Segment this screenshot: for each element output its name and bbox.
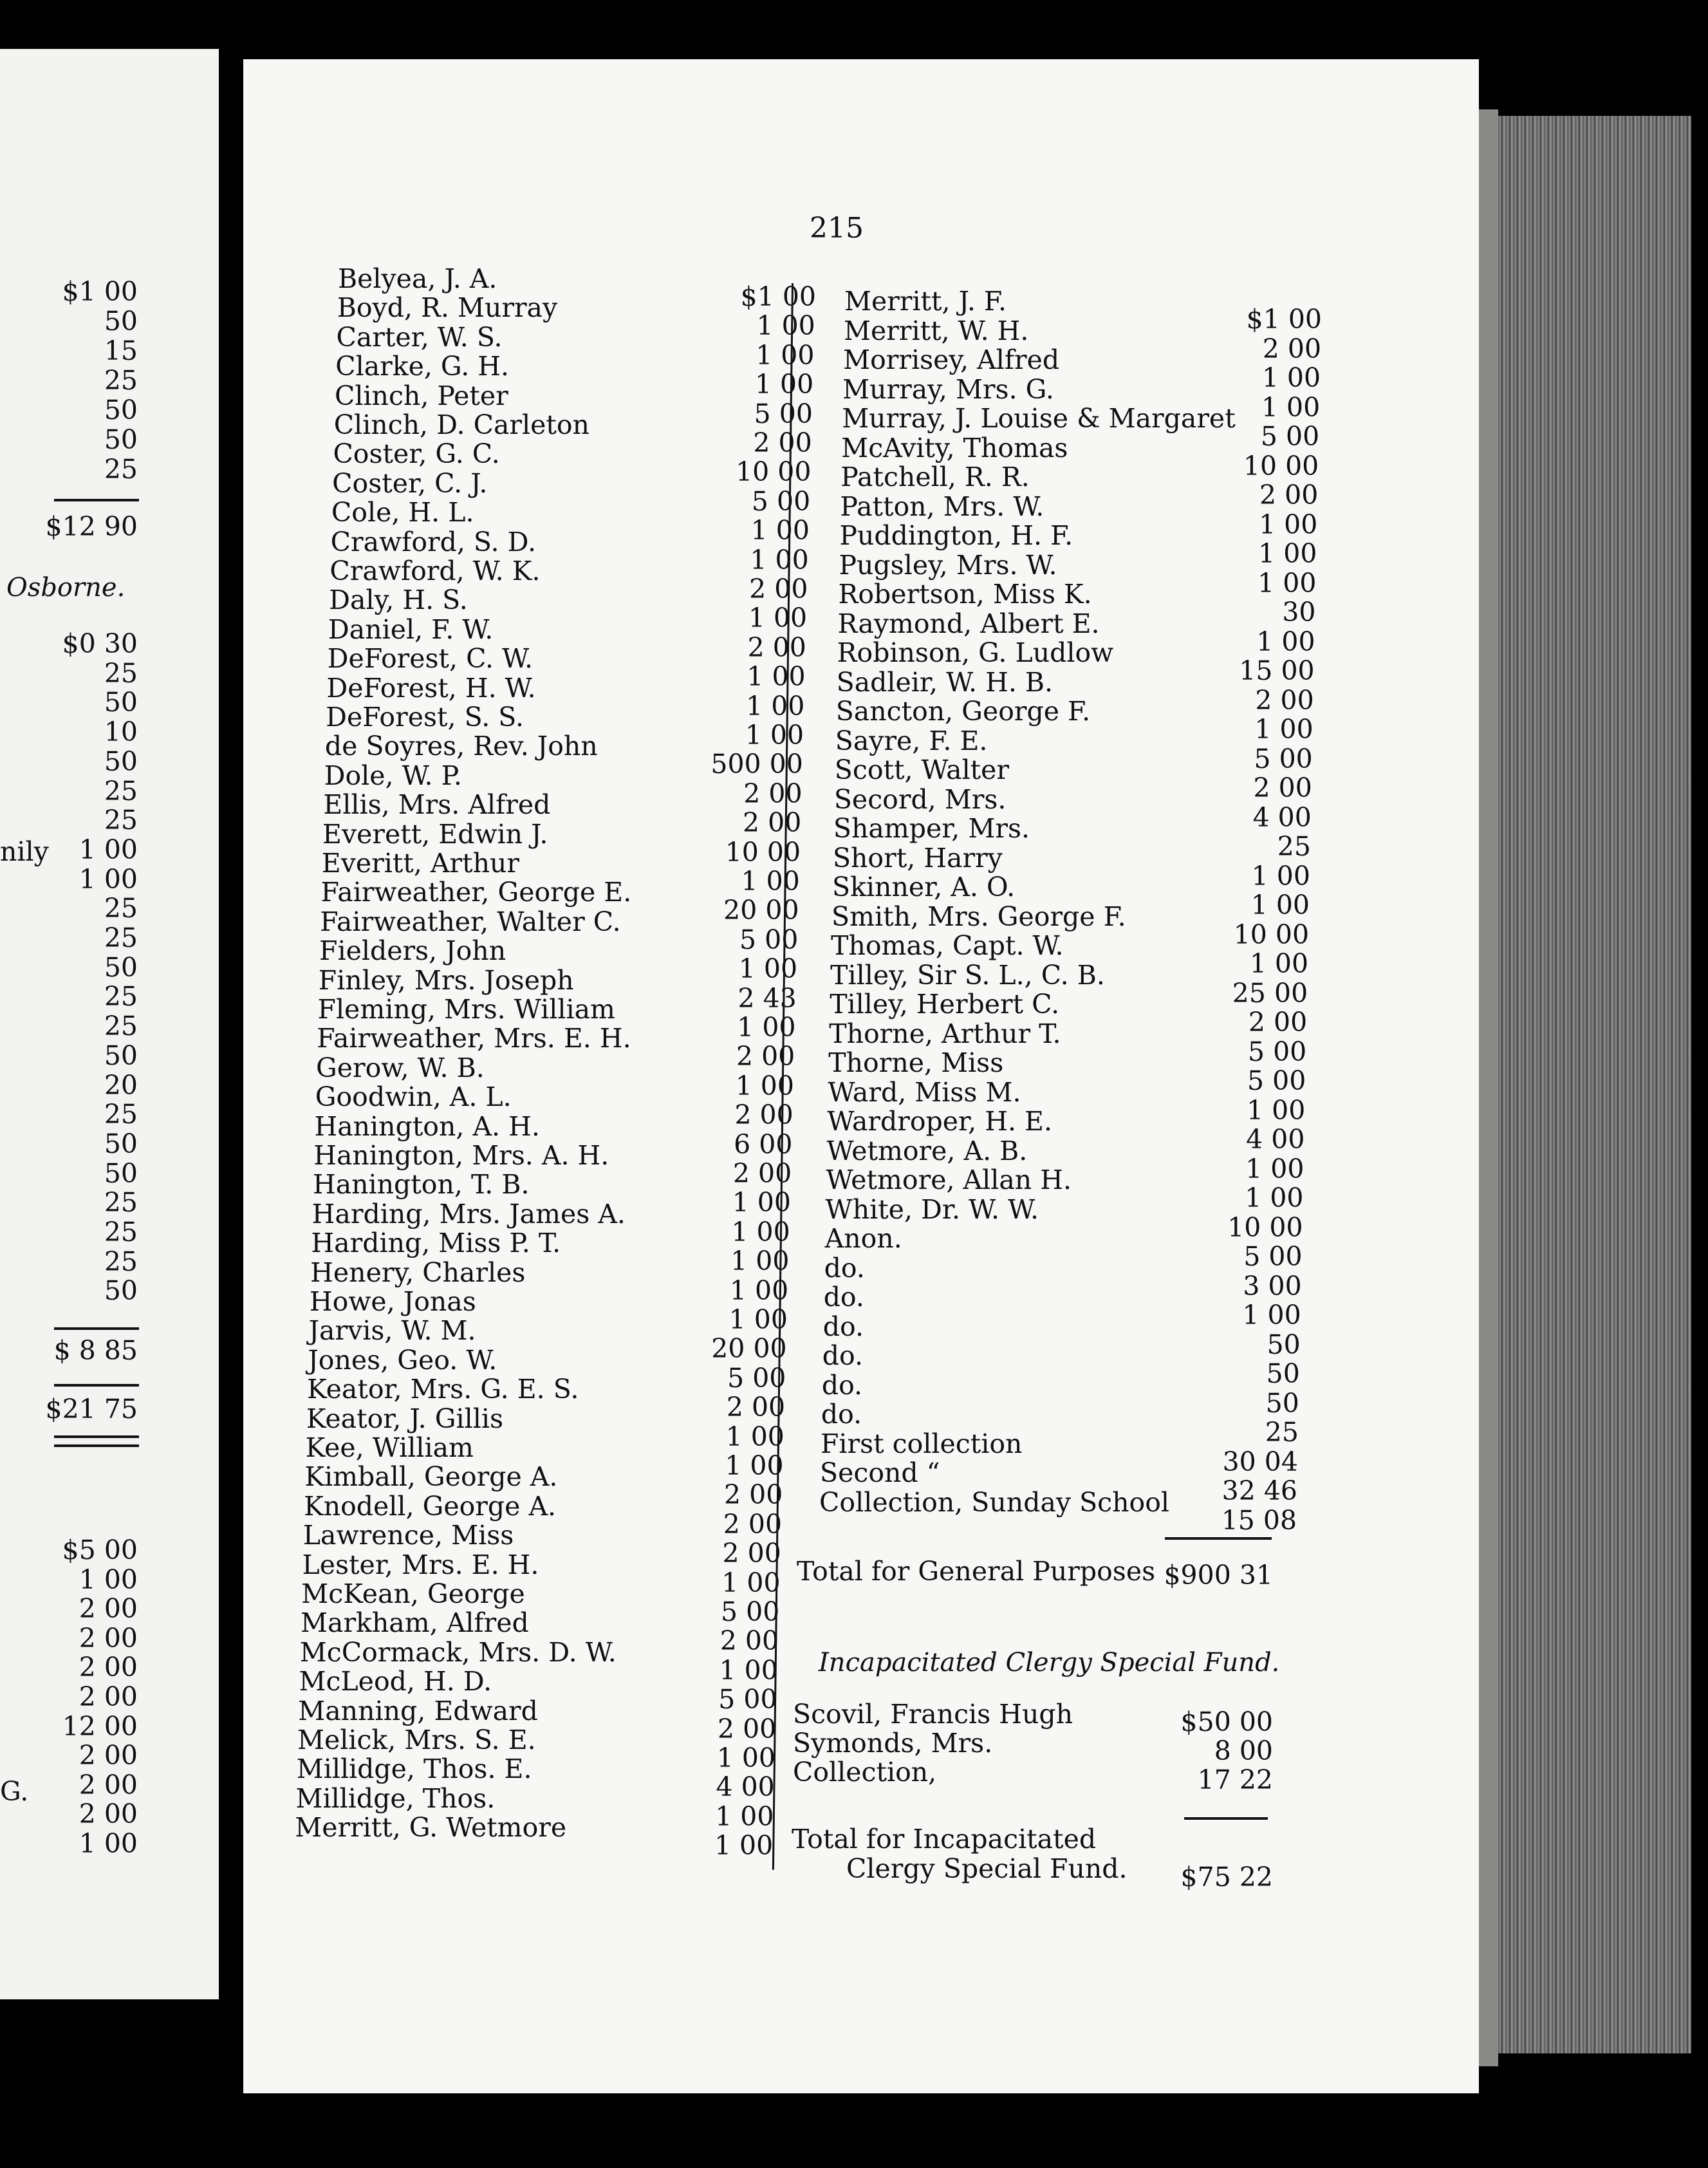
left-amount: 50	[104, 1157, 138, 1189]
subscriber-amount: 1 00	[747, 661, 806, 693]
subscriber-amount: 1 00	[756, 339, 815, 371]
subscriber-name: DeForest, C. W.	[327, 643, 534, 675]
left-amount: 25	[104, 365, 138, 396]
subscriber-name: Millidge, Thos. E.	[296, 1753, 532, 1785]
subscriber-amount: 1 00	[750, 515, 810, 547]
subscriber-name: DeForest, S. S.	[326, 702, 524, 733]
subscriber-name: do.	[821, 1399, 862, 1430]
subscriber-amount: 2 00	[1259, 480, 1319, 510]
subscriber-amount: 50	[1265, 1387, 1299, 1419]
subscriber-name: Henery, Charles	[310, 1257, 526, 1288]
subscriber-name: Patchell, R. R.	[840, 462, 1030, 492]
subscriber-name: Crawford, S. D.	[330, 526, 537, 557]
subscriber-amount: 1 00	[1242, 1300, 1301, 1331]
subscriber-name: Manning, Edward	[298, 1695, 538, 1726]
subscriber-name: Tilley, Sir S. L., C. B.	[830, 959, 1105, 991]
left-total-mid-1: $ 8 85	[53, 1335, 138, 1366]
book-spine	[1479, 109, 1498, 2066]
left-partial-letter: G.	[0, 1776, 29, 1807]
left-rule-3	[54, 1384, 139, 1387]
left-amount: $0 30	[62, 628, 138, 659]
subscriber-name: Morrisey, Alfred	[843, 344, 1060, 375]
left-amount: 25	[104, 1246, 138, 1277]
subscriber-name: Raymond, Albert E.	[837, 608, 1100, 639]
left-heading-osborne: Osborne.	[6, 573, 125, 603]
left-amount: 2 00	[79, 1622, 138, 1654]
subscriber-name: Sayre, F. E.	[835, 725, 988, 756]
left-amount: 25	[104, 922, 138, 953]
left-double-rule	[54, 1435, 139, 1438]
subscriber-amount: 1 00	[745, 720, 804, 751]
subscriber-name: Thomas, Capt. W.	[831, 930, 1064, 961]
special-total-rule	[1184, 1817, 1268, 1820]
subscriber-amount: 2 00	[723, 1508, 783, 1540]
subscriber-name: Carter, W. S.	[336, 321, 503, 353]
general-total-rule	[1165, 1537, 1272, 1540]
subscriber-amount: 1 00	[716, 1743, 775, 1773]
subscriber-amount: 1 00	[1261, 362, 1321, 393]
subscriber-name: Robertson, Miss K.	[838, 579, 1092, 610]
subscriber-amount: 1 00	[715, 1800, 774, 1832]
left-amount: 25	[104, 775, 138, 807]
subscriber-name: Clarke, G. H.	[335, 351, 510, 382]
subscriber-amount: 1 00	[756, 310, 815, 342]
subscriber-name: Lawrence, Miss	[302, 1520, 514, 1551]
subscriber-amount: 1 00	[1259, 509, 1318, 540]
subscriber-amount: 2 00	[1255, 684, 1314, 716]
subscriber-name: Skinner, A. O.	[832, 872, 1016, 902]
subscriber-amount: 2 43	[738, 982, 797, 1014]
subscriber-name: Markham, Alfred	[301, 1607, 529, 1639]
subscriber-name: Wardroper, H. E.	[827, 1106, 1052, 1137]
special-total-amount: $75 22	[1180, 1862, 1273, 1892]
left-amount: 50	[104, 424, 138, 455]
subscriber-name: Dole, W. P.	[324, 760, 462, 791]
subscriber-name: McAvity, Thomas	[841, 432, 1068, 463]
subscriber-amount: 50	[1267, 1329, 1301, 1360]
left-rule-1	[54, 499, 139, 501]
subscriber-amount: 5 00	[754, 398, 813, 429]
subscriber-amount: 1 00	[1245, 1153, 1304, 1184]
subscriber-name: Scott, Walter	[834, 754, 1010, 785]
subscriber-amount: 6 00	[734, 1128, 793, 1160]
special-fund-amount: 17 22	[1197, 1764, 1273, 1795]
subscriber-amount: 5 00	[1247, 1065, 1306, 1096]
subscriber-name: Goodwin, A. L.	[315, 1081, 512, 1113]
subscriber-name: Patton, Mrs. W.	[840, 491, 1044, 522]
subscriber-amount: 1 00	[1254, 714, 1313, 745]
left-rule-2	[54, 1327, 139, 1330]
subscriber-name: Keator, J. Gillis	[306, 1403, 503, 1434]
left-amount: $5 00	[62, 1535, 138, 1565]
left-amount: 50	[104, 745, 138, 777]
subscriber-name: Boyd, R. Murray	[337, 292, 558, 324]
subscriber-amount: 5 00	[1254, 743, 1313, 774]
special-fund-heading: Incapacitated Clergy Special Fund.	[819, 1648, 1280, 1677]
left-amount: 25	[104, 1217, 138, 1248]
subscriber-name: Murray, Mrs. G.	[842, 373, 1054, 405]
subscriber-amount: 1 00	[754, 369, 814, 400]
subscriber-name: Everitt, Arthur	[321, 848, 519, 879]
subscriber-name: Fairweather, George E.	[320, 877, 632, 908]
special-fund-amount: $50 00	[1180, 1706, 1273, 1737]
subscriber-name: Jarvis, W. M.	[308, 1315, 476, 1347]
subscriber-amount: 2 00	[722, 1538, 781, 1569]
left-amount: 25	[104, 893, 138, 924]
left-amount: 50	[104, 1275, 138, 1307]
subscriber-name: Kimball, George A.	[304, 1461, 558, 1493]
subscriber-amount: 2 00	[747, 631, 806, 663]
subscriber-name: Crawford, W. K.	[330, 556, 541, 586]
left-amount: 50	[104, 951, 138, 983]
subscriber-amount: 20 00	[711, 1333, 787, 1365]
subscriber-amount: 5 00	[751, 485, 811, 517]
subscriber-name: Smith, Mrs. George F.	[831, 901, 1126, 932]
subscriber-name: Hanington, A. H.	[314, 1110, 540, 1142]
subscriber-amount: 2 00	[734, 1099, 794, 1131]
subscriber-name: Robinson, G. Ludlow	[837, 637, 1114, 668]
subscriber-name: Fairweather, Mrs. E. H.	[317, 1023, 631, 1054]
subscriber-name: McKean, George	[301, 1578, 525, 1609]
subscriber-name: Murray, J. Louise & Margaret	[842, 403, 1236, 434]
general-total-label: Total for General Purposes	[797, 1556, 1156, 1587]
subscriber-name: Coster, G. C.	[333, 438, 500, 470]
subscriber-amount: 1 00	[1249, 948, 1309, 979]
left-amount: 50	[104, 1128, 138, 1159]
left-amount: 12 00	[62, 1710, 138, 1742]
subscriber-name: First collection	[820, 1428, 1023, 1459]
subscriber-amount: 2 00	[717, 1713, 777, 1744]
subscriber-name: de Soyres, Rev. John	[324, 731, 598, 762]
left-amount: $1 00	[62, 276, 138, 307]
left-amount: 25	[104, 1099, 138, 1130]
subscriber-amount: 500 00	[710, 749, 803, 780]
subscriber-amount: 2 00	[724, 1479, 783, 1511]
subscriber-amount: 5 00	[1243, 1241, 1303, 1272]
subscriber-name: Clinch, D. Carleton	[333, 409, 589, 440]
subscriber-amount: 1 00	[1250, 890, 1310, 920]
left-total-mid-2: $21 75	[45, 1394, 138, 1425]
subscriber-name: McLeod, H. D.	[299, 1666, 492, 1697]
subscriber-amount: 10 00	[736, 456, 812, 488]
subscriber-amount: 2 00	[726, 1392, 786, 1423]
subscriber-amount: 2 00	[743, 778, 803, 809]
left-amount: 1 00	[79, 1828, 138, 1859]
left-amount: 2 00	[79, 1652, 138, 1683]
subscriber-amount: 1 00	[730, 1246, 790, 1277]
subscriber-name: Shamper, Mrs.	[833, 813, 1030, 844]
subscriber-name: Thorne, Miss	[828, 1047, 1004, 1078]
left-amount: 2 00	[79, 1593, 138, 1625]
subscriber-amount: 5 00	[718, 1684, 777, 1715]
subscriber-amount: 10 00	[1233, 919, 1310, 950]
subscriber-name: White, Dr. W. W.	[825, 1193, 1039, 1225]
subscriber-name: Coster, C. J.	[332, 467, 488, 499]
subscriber-amount: 15 08	[1221, 1504, 1297, 1536]
subscriber-name: Collection, Sunday School	[819, 1486, 1170, 1518]
subscriber-amount: 1 00	[738, 953, 798, 985]
subscriber-name: Howe, Jonas	[309, 1286, 476, 1317]
subscriber-amount: 32 46	[1221, 1475, 1297, 1506]
subscriber-amount: 1 00	[1245, 1182, 1304, 1213]
subscriber-amount: 5 00	[721, 1596, 780, 1627]
subscriber-name: Wetmore, Allan H.	[826, 1164, 1072, 1195]
subscriber-name: Kee, William	[305, 1432, 474, 1463]
subscriber-name: Pugsley, Mrs. W.	[839, 549, 1057, 581]
subscriber-amount: 1 00	[1256, 626, 1315, 657]
subscriber-amount: 25 00	[1232, 977, 1308, 1009]
subscriber-amount: 1 00	[741, 866, 800, 897]
subscriber-amount: 4 00	[1252, 801, 1312, 833]
left-amount: 15	[104, 335, 138, 366]
subscriber-name: Lester, Mrs. E. H.	[302, 1549, 539, 1580]
subscriber-amount: $1 00	[1246, 304, 1322, 335]
left-amount: 25	[104, 657, 138, 689]
subscriber-name: McCormack, Mrs. D. W.	[299, 1636, 617, 1668]
subscriber-name: DeForest, H. W.	[326, 672, 536, 704]
left-amount: 1 00	[79, 834, 138, 865]
left-amount: 2 00	[79, 1740, 138, 1771]
subscriber-name: Melick, Mrs. S. E.	[297, 1724, 536, 1755]
subscriber-amount: $1 00	[740, 281, 816, 312]
subscriber-amount: 1 00	[725, 1421, 784, 1452]
left-amount: 50	[104, 1040, 138, 1071]
subscriber-amount: 2 00	[749, 574, 808, 604]
subscriber-amount: 1 00	[731, 1216, 790, 1248]
subscriber-name: Everett, Edwin J.	[322, 818, 548, 850]
subscriber-amount: 2 00	[736, 1041, 795, 1072]
special-fund-name: Symonds, Mrs.	[793, 1728, 993, 1759]
left-partial-word: nily	[0, 836, 49, 867]
subscriber-name: do.	[823, 1282, 864, 1313]
left-amount: 20	[104, 1069, 138, 1101]
subscriber-name: Merritt, G. Wetmore	[295, 1812, 567, 1844]
subscriber-amount: 25	[1277, 831, 1311, 862]
subscriber-amount: 1 00	[729, 1304, 788, 1335]
subscriber-amount: 1 00	[725, 1450, 784, 1481]
page-edges	[1498, 116, 1691, 2053]
subscriber-amount: 5 00	[727, 1362, 786, 1394]
subscriber-amount: 1 00	[721, 1567, 781, 1598]
subscriber-name: Thorne, Arthur T.	[829, 1018, 1061, 1049]
left-total-top: $12 90	[45, 511, 138, 542]
subscriber-name: Clinch, Peter	[334, 380, 508, 411]
subscriber-amount: 15 00	[1239, 655, 1315, 686]
subscriber-amount: 20 00	[723, 895, 799, 926]
subscriber-amount: 50	[1266, 1358, 1300, 1389]
subscriber-name: Secord, Mrs.	[833, 783, 1007, 815]
subscriber-name: Daly, H. S.	[329, 584, 468, 616]
subscriber-name: Short, Harry	[832, 842, 1003, 874]
subscriber-name: Jones, Geo. W.	[308, 1344, 497, 1376]
general-total-amount: $900 31	[1164, 1560, 1273, 1591]
subscriber-name: Knodell, George A.	[304, 1490, 557, 1522]
left-amount: 50	[104, 687, 138, 718]
subscriber-amount: 1 00	[1261, 391, 1321, 423]
subscriber-amount: 1 00	[714, 1830, 774, 1862]
subscriber-amount: 5 00	[1247, 1036, 1307, 1067]
special-fund-name: Collection,	[793, 1757, 937, 1788]
left-amount: 1 00	[79, 863, 138, 895]
special-total-line2: Clergy Special Fund.	[846, 1853, 1128, 1884]
left-amount: 10	[104, 716, 138, 748]
left-amount: 50	[104, 306, 138, 337]
subscriber-amount: 1 00	[732, 1187, 791, 1219]
left-amount: 1 00	[79, 1564, 138, 1595]
subscriber-amount: 1 00	[1251, 860, 1310, 892]
subscriber-amount: 30 04	[1222, 1446, 1298, 1477]
subscriber-name: Fleming, Mrs. William	[317, 994, 615, 1025]
subscriber-amount: 1 00	[746, 690, 805, 722]
subscriber-amount: 1 00	[748, 603, 808, 634]
subscriber-name: Harding, Mrs. James A.	[311, 1198, 626, 1229]
subscriber-name: Daniel, F. W.	[328, 613, 494, 645]
left-amount: 25	[104, 805, 138, 836]
special-fund-name: Scovil, Francis Hugh	[793, 1699, 1073, 1730]
left-amount: 2 00	[79, 1799, 138, 1830]
subscriber-amount: 1 00	[1247, 1094, 1306, 1126]
subscriber-name: do.	[824, 1252, 865, 1284]
left-amount: 50	[104, 395, 138, 425]
subscriber-name: Finley, Mrs. Joseph	[318, 964, 574, 996]
subscriber-name: Ellis, Mrs. Alfred	[323, 789, 551, 821]
subscriber-name: Fielders, John	[319, 935, 506, 967]
subscriber-name: Ward, Miss M.	[828, 1076, 1021, 1108]
subscriber-name: Merritt, J. F.	[844, 286, 1007, 317]
subscriber-amount: 1 00	[750, 544, 809, 575]
subscriber-amount: 1 00	[1258, 567, 1317, 599]
subscriber-name: Puddington, H. F.	[839, 520, 1073, 551]
subscriber-amount: 1 00	[719, 1654, 778, 1686]
left-amount: 25	[104, 981, 138, 1013]
subscriber-amount: 4 00	[1246, 1124, 1305, 1155]
subscriber-name: Harding, Miss P. T.	[311, 1228, 561, 1259]
subscriber-name: Gerow, W. B.	[315, 1052, 485, 1083]
left-amount: 2 00	[79, 1769, 138, 1800]
subscriber-name: Sancton, George F.	[835, 696, 1091, 727]
subscriber-name: Millidge, Thos.	[295, 1782, 496, 1814]
subscriber-amount: 10 00	[725, 836, 801, 868]
subscriber-amount: 10 00	[1227, 1211, 1303, 1243]
subscriber-amount: 5 00	[739, 924, 799, 955]
subscriber-amount: 10 00	[1243, 450, 1319, 481]
subscriber-amount: 1 00	[1258, 538, 1317, 569]
special-total-line1: Total for Incapacitated	[792, 1824, 1097, 1855]
subscriber-amount: 2 00	[1262, 333, 1322, 364]
subscriber-amount: 30	[1282, 597, 1316, 628]
subscriber-name: Merritt, W. H.	[844, 315, 1029, 346]
subscriber-amount: 5 00	[1260, 421, 1320, 452]
left-amount: 25	[104, 1187, 138, 1219]
subscriber-name: Sadleir, W. H. B.	[836, 666, 1054, 698]
subscriber-name: Tilley, Herbert C.	[830, 989, 1060, 1020]
subscriber-name: Fairweather, Walter C.	[320, 906, 621, 937]
subscriber-name: Hanington, T. B.	[312, 1169, 530, 1201]
left-amount: 25	[104, 1011, 138, 1042]
subscriber-name: do.	[822, 1311, 864, 1342]
subscriber-amount: 3 00	[1243, 1270, 1302, 1302]
subscriber-name: do.	[822, 1340, 864, 1371]
special-fund-amount: 8 00	[1214, 1735, 1273, 1766]
page-number: 215	[810, 212, 864, 245]
subscriber-name: Belyea, J. A.	[338, 263, 497, 294]
subscriber-amount: 25	[1265, 1417, 1299, 1448]
left-amount: 25	[104, 454, 138, 485]
subscriber-name: Hanington, Mrs. A. H.	[313, 1140, 609, 1171]
subscriber-amount: 1 00	[737, 1012, 796, 1043]
subscriber-name: Keator, Mrs. G. E. S.	[307, 1374, 579, 1405]
subscriber-name: Cole, H. L.	[331, 497, 474, 528]
subscriber-amount: 1 00	[735, 1070, 794, 1101]
subscriber-amount: 4 00	[716, 1771, 775, 1803]
left-amount: 2 00	[79, 1681, 138, 1712]
subscriber-amount: 2 00	[719, 1625, 779, 1657]
subscriber-amount: 2 00	[1253, 772, 1312, 803]
subscriber-name: do.	[821, 1369, 863, 1401]
subscriber-name: Second “	[820, 1457, 940, 1488]
subscriber-amount: 1 00	[729, 1275, 789, 1306]
subscriber-amount: 2 00	[753, 427, 812, 458]
subscriber-amount: 2 00	[1248, 1007, 1308, 1038]
subscriber-name: Anon.	[824, 1223, 902, 1254]
subscriber-amount: 2 00	[743, 807, 802, 839]
subscriber-amount: 2 00	[732, 1158, 792, 1189]
subscriber-name: Wetmore, A. B.	[826, 1135, 1028, 1166]
